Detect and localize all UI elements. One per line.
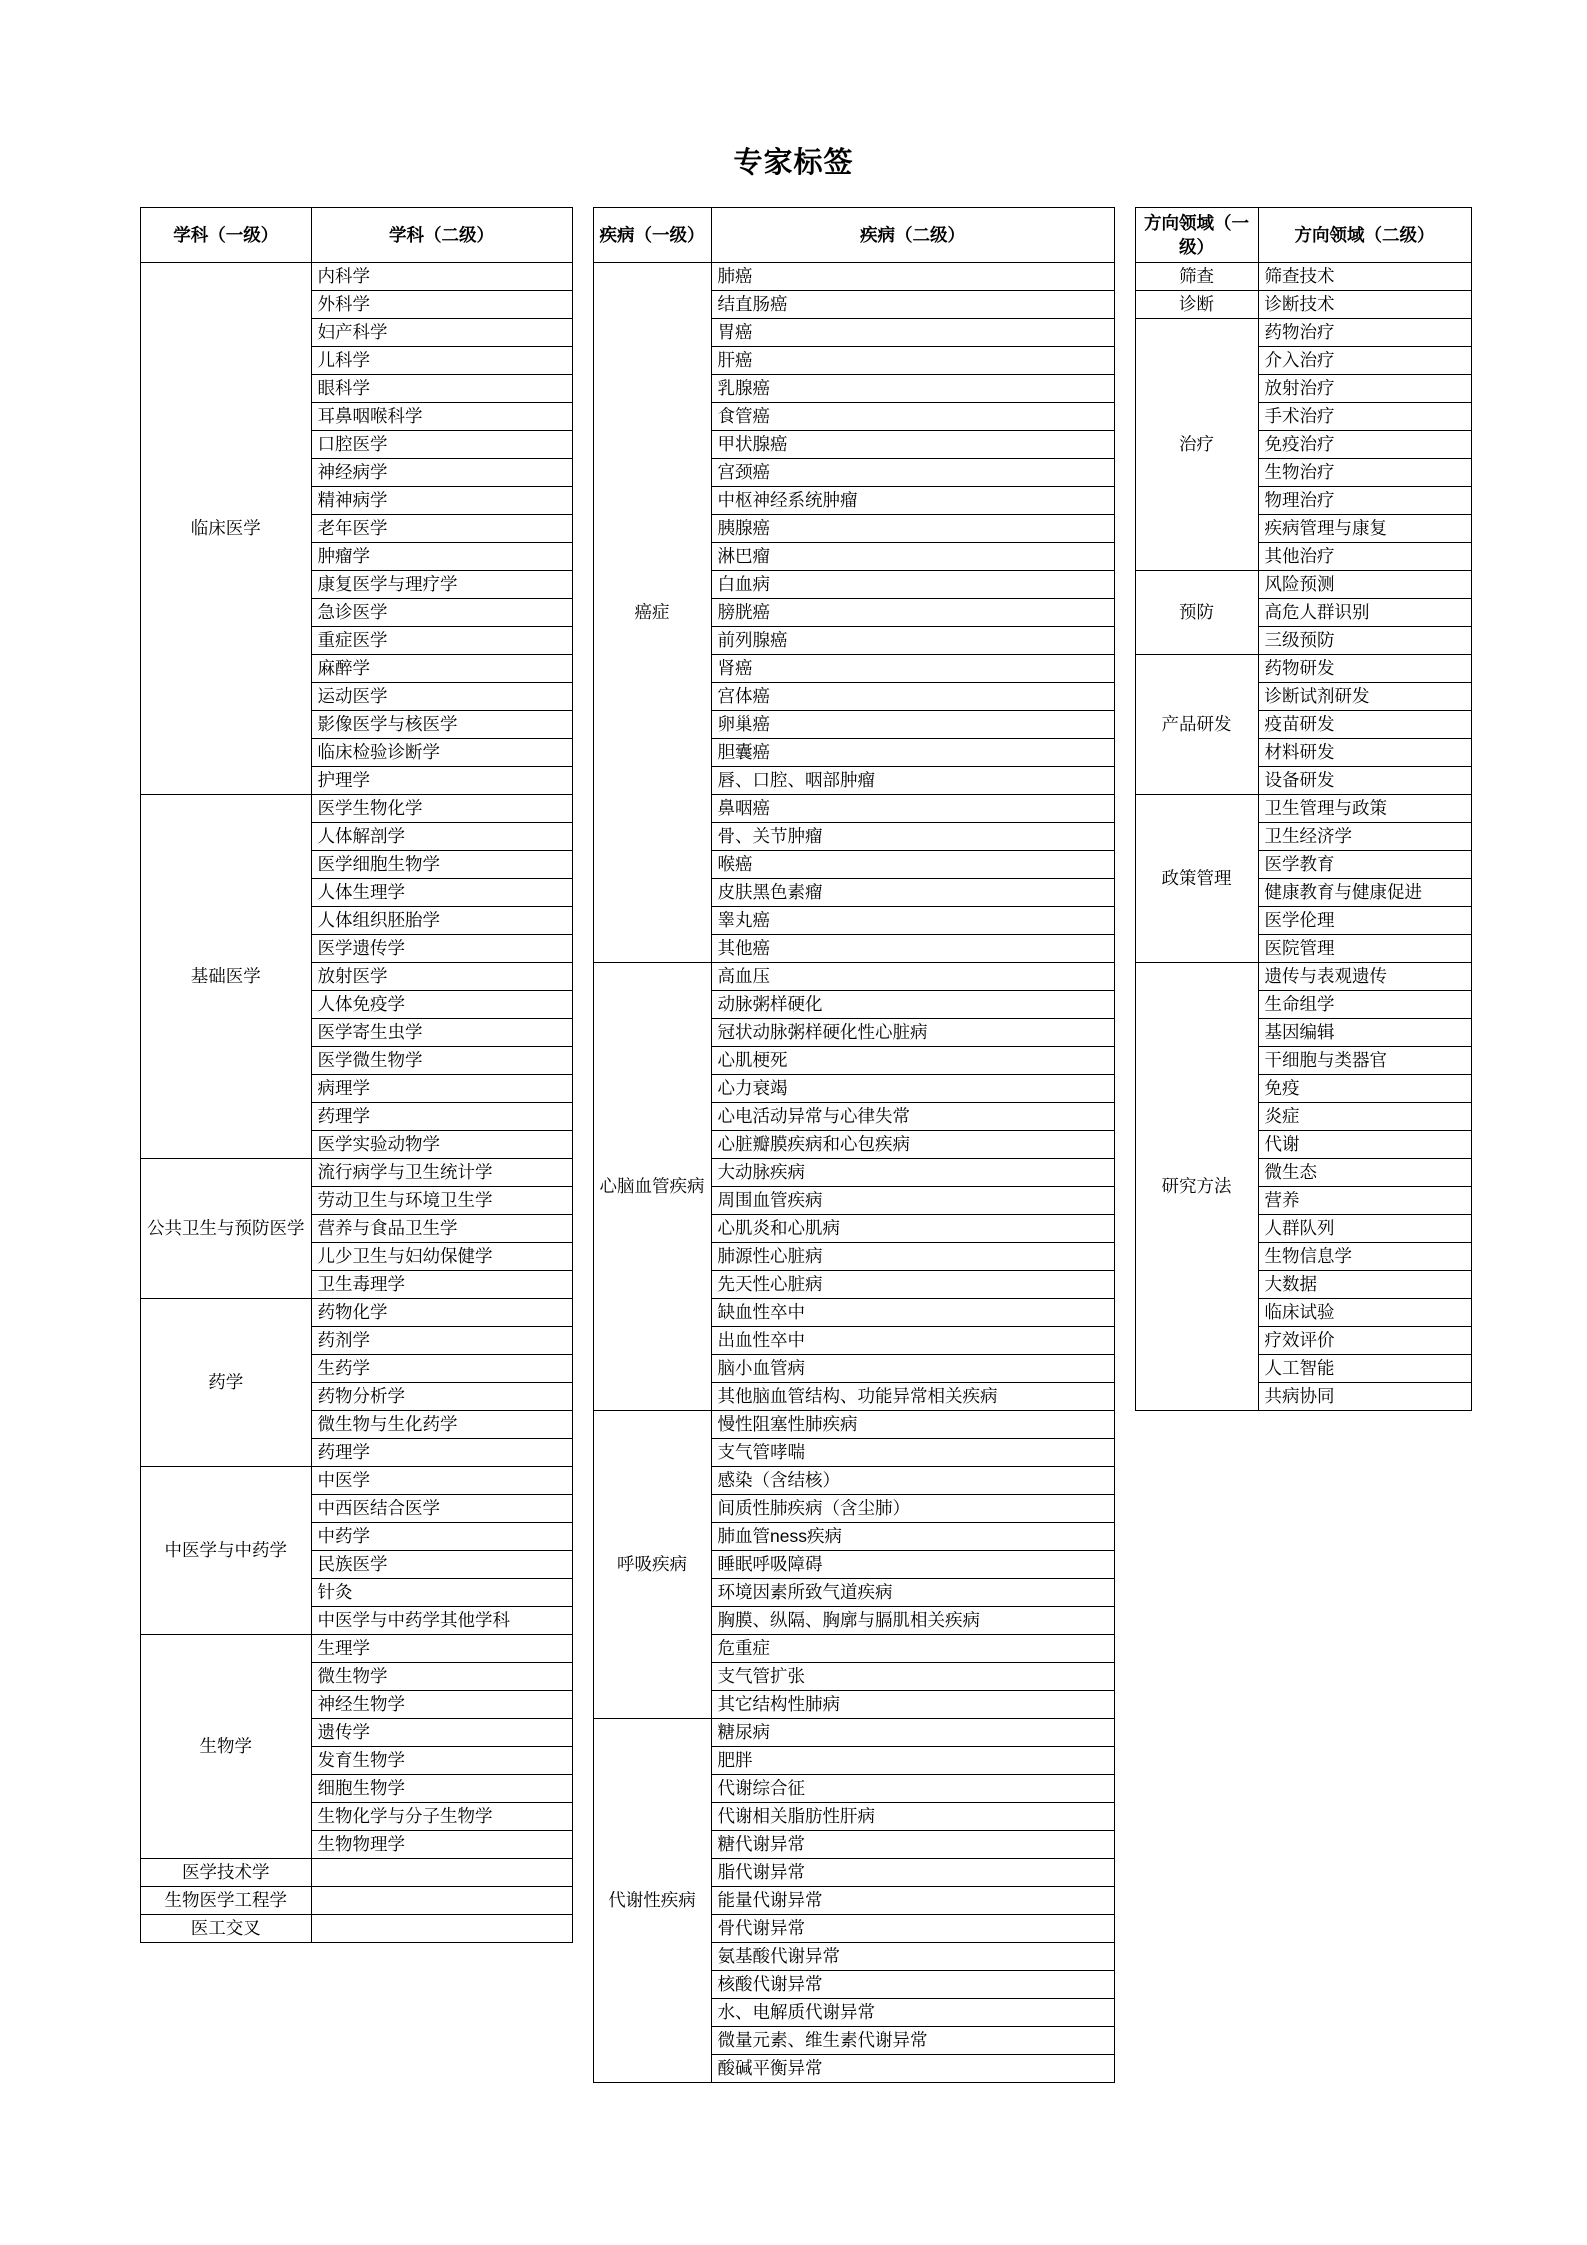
discipline-level2-header: 学科（二级） <box>311 208 572 263</box>
disease-table-body <box>593 263 1114 2083</box>
table-row <box>593 963 1114 991</box>
table-row <box>141 263 573 291</box>
discipline-item-cell: 精神病学 <box>311 487 572 515</box>
field-item-cell: 医学伦理 <box>1258 907 1471 935</box>
field-item-cell: 免疫 <box>1258 1075 1471 1103</box>
disease-category-cell: 呼吸疾病 <box>593 1411 711 1719</box>
field-item-cell: 放射治疗 <box>1258 375 1471 403</box>
discipline-category-cell: 医工交叉 <box>141 1915 312 1943</box>
discipline-item-cell: 遗传学 <box>311 1719 572 1747</box>
disease-item-cell: 中枢神经系统肿瘤 <box>711 487 1114 515</box>
discipline-item-cell: 运动医学 <box>311 683 572 711</box>
disease-item-cell: 核酸代谢异常 <box>711 1971 1114 1999</box>
discipline-item-cell: 急诊医学 <box>311 599 572 627</box>
disease-item-cell: 甲状腺癌 <box>711 431 1114 459</box>
discipline-item-cell <box>311 1859 572 1887</box>
discipline-item-cell: 康复医学与理疗学 <box>311 571 572 599</box>
table-row <box>1135 291 1471 319</box>
discipline-table-body <box>141 263 573 1943</box>
table-row <box>141 1159 573 1187</box>
disease-item-cell: 氨基酸代谢异常 <box>711 1943 1114 1971</box>
discipline-item-cell: 儿科学 <box>311 347 572 375</box>
table-row <box>1135 571 1471 599</box>
field-item-cell: 基因编辑 <box>1258 1019 1471 1047</box>
disease-item-cell: 骨、关节肿瘤 <box>711 823 1114 851</box>
discipline-item-cell: 生药学 <box>311 1355 572 1383</box>
discipline-item-cell: 中医学与中药学其他学科 <box>311 1607 572 1635</box>
disease-item-cell: 大动脉疾病 <box>711 1159 1114 1187</box>
table-header-row <box>1135 208 1471 263</box>
disease-item-cell: 酸碱平衡异常 <box>711 2055 1114 2083</box>
discipline-item-cell: 临床检验诊断学 <box>311 739 572 767</box>
field-item-cell: 干细胞与类器官 <box>1258 1047 1471 1075</box>
field-item-cell: 临床试验 <box>1258 1299 1471 1327</box>
disease-item-cell: 结直肠癌 <box>711 291 1114 319</box>
discipline-item-cell: 生物物理学 <box>311 1831 572 1859</box>
field-item-cell: 卫生经济学 <box>1258 823 1471 851</box>
disease-item-cell: 脑小血管病 <box>711 1355 1114 1383</box>
discipline-item-cell: 发育生物学 <box>311 1747 572 1775</box>
discipline-item-cell: 耳鼻咽喉科学 <box>311 403 572 431</box>
discipline-category-cell: 中医学与中药学 <box>141 1467 312 1635</box>
discipline-item-cell <box>311 1915 572 1943</box>
disease-item-cell: 睾丸癌 <box>711 907 1114 935</box>
discipline-item-cell: 口腔医学 <box>311 431 572 459</box>
field-item-cell: 大数据 <box>1258 1271 1471 1299</box>
field-item-cell: 免疫治疗 <box>1258 431 1471 459</box>
table-row <box>593 1411 1114 1439</box>
disease-item-cell: 肾癌 <box>711 655 1114 683</box>
disease-item-cell: 胃癌 <box>711 319 1114 347</box>
disease-item-cell: 膀胱癌 <box>711 599 1114 627</box>
field-item-cell: 设备研发 <box>1258 767 1471 795</box>
disease-item-cell: 唇、口腔、咽部肿瘤 <box>711 767 1114 795</box>
discipline-item-cell: 病理学 <box>311 1075 572 1103</box>
discipline-item-cell: 医学微生物学 <box>311 1047 572 1075</box>
field-item-cell: 遗传与表观遗传 <box>1258 963 1471 991</box>
field-item-cell: 医学教育 <box>1258 851 1471 879</box>
discipline-item-cell: 微生物学 <box>311 1663 572 1691</box>
disease-item-cell: 心电活动异常与心律失常 <box>711 1103 1114 1131</box>
field-item-cell: 材料研发 <box>1258 739 1471 767</box>
field-item-cell: 三级预防 <box>1258 627 1471 655</box>
disease-item-cell: 心肌炎和心肌病 <box>711 1215 1114 1243</box>
disease-item-cell: 先天性心脏病 <box>711 1271 1114 1299</box>
field-item-cell: 营养 <box>1258 1187 1471 1215</box>
discipline-item-cell: 外科学 <box>311 291 572 319</box>
field-item-cell: 共病协同 <box>1258 1383 1471 1411</box>
disease-item-cell: 缺血性卒中 <box>711 1299 1114 1327</box>
table-row <box>141 1299 573 1327</box>
discipline-item-cell: 医学遗传学 <box>311 935 572 963</box>
discipline-item-cell: 重症医学 <box>311 627 572 655</box>
discipline-item-cell: 劳动卫生与环境卫生学 <box>311 1187 572 1215</box>
field-item-cell: 疾病管理与康复 <box>1258 515 1471 543</box>
discipline-category-cell: 基础医学 <box>141 795 312 1159</box>
table-row <box>593 263 1114 291</box>
field-table-body <box>1135 263 1471 1411</box>
disease-item-cell: 肺血管ness疾病 <box>711 1523 1114 1551</box>
discipline-item-cell: 神经生物学 <box>311 1691 572 1719</box>
field-item-cell: 代谢 <box>1258 1131 1471 1159</box>
discipline-item-cell: 生理学 <box>311 1635 572 1663</box>
field-item-cell: 药物治疗 <box>1258 319 1471 347</box>
disease-item-cell: 高血压 <box>711 963 1114 991</box>
disease-item-cell: 前列腺癌 <box>711 627 1114 655</box>
disease-level2-header: 疾病（二级） <box>711 208 1114 263</box>
disease-item-cell: 白血病 <box>711 571 1114 599</box>
discipline-item-cell: 细胞生物学 <box>311 1775 572 1803</box>
field-item-cell: 医院管理 <box>1258 935 1471 963</box>
field-category-cell: 产品研发 <box>1135 655 1258 795</box>
discipline-item-cell: 微生物与生化药学 <box>311 1411 572 1439</box>
disease-item-cell: 宫颈癌 <box>711 459 1114 487</box>
table-row <box>1135 319 1471 347</box>
field-item-cell: 微生态 <box>1258 1159 1471 1187</box>
field-level1-header: 方向领域（一级） <box>1135 208 1258 263</box>
discipline-item-cell: 针灸 <box>311 1579 572 1607</box>
field-item-cell: 炎症 <box>1258 1103 1471 1131</box>
discipline-category-cell: 医学技术学 <box>141 1859 312 1887</box>
disease-item-cell: 鼻咽癌 <box>711 795 1114 823</box>
discipline-item-cell: 药物分析学 <box>311 1383 572 1411</box>
disease-item-cell: 心肌梗死 <box>711 1047 1114 1075</box>
discipline-item-cell: 中医学 <box>311 1467 572 1495</box>
table-row <box>141 795 573 823</box>
disease-item-cell: 其他癌 <box>711 935 1114 963</box>
discipline-item-cell: 医学细胞生物学 <box>311 851 572 879</box>
disease-item-cell: 其它结构性肺病 <box>711 1691 1114 1719</box>
discipline-item-cell: 药剂学 <box>311 1327 572 1355</box>
field-category-cell: 诊断 <box>1135 291 1258 319</box>
disease-item-cell: 卵巢癌 <box>711 711 1114 739</box>
table-row <box>141 1635 573 1663</box>
discipline-table <box>140 207 573 1943</box>
disease-item-cell: 胆囊癌 <box>711 739 1114 767</box>
discipline-item-cell: 医学生物化学 <box>311 795 572 823</box>
disease-item-cell: 肝癌 <box>711 347 1114 375</box>
discipline-item-cell: 卫生毒理学 <box>311 1271 572 1299</box>
discipline-item-cell: 放射医学 <box>311 963 572 991</box>
disease-item-cell: 肺癌 <box>711 263 1114 291</box>
table-row <box>141 1915 573 1943</box>
field-category-cell: 治疗 <box>1135 319 1258 571</box>
field-category-cell: 政策管理 <box>1135 795 1258 963</box>
disease-item-cell: 心脏瓣膜疾病和心包疾病 <box>711 1131 1114 1159</box>
disease-item-cell: 间质性肺疾病（含尘肺） <box>711 1495 1114 1523</box>
disease-item-cell: 肺源性心脏病 <box>711 1243 1114 1271</box>
page-title: 专家标签 <box>733 147 854 179</box>
disease-item-cell: 食管癌 <box>711 403 1114 431</box>
field-item-cell: 生物信息学 <box>1258 1243 1471 1271</box>
field-item-cell: 筛查技术 <box>1258 263 1471 291</box>
discipline-item-cell: 医学实验动物学 <box>311 1131 572 1159</box>
table-row <box>141 1859 573 1887</box>
disease-item-cell: 其他脑血管结构、功能异常相关疾病 <box>711 1383 1114 1411</box>
discipline-category-cell: 药学 <box>141 1299 312 1467</box>
disease-item-cell: 代谢综合征 <box>711 1775 1114 1803</box>
discipline-item-cell: 民族医学 <box>311 1551 572 1579</box>
disease-level1-header: 疾病（一级） <box>593 208 711 263</box>
field-table <box>1135 207 1472 1411</box>
discipline-item-cell: 中药学 <box>311 1523 572 1551</box>
disease-item-cell: 慢性阻塞性肺疾病 <box>711 1411 1114 1439</box>
table-row <box>1135 963 1471 991</box>
disease-item-cell: 皮肤黑色素瘤 <box>711 879 1114 907</box>
field-item-cell: 疫苗研发 <box>1258 711 1471 739</box>
disease-item-cell: 代谢相关脂肪性肝病 <box>711 1803 1114 1831</box>
disease-item-cell: 淋巴瘤 <box>711 543 1114 571</box>
discipline-item-cell: 中西医结合医学 <box>311 1495 572 1523</box>
discipline-item-cell: 儿少卫生与妇幼保健学 <box>311 1243 572 1271</box>
tables-container <box>0 207 1587 2083</box>
discipline-item-cell: 营养与食品卫生学 <box>311 1215 572 1243</box>
disease-item-cell: 微量元素、维生素代谢异常 <box>711 2027 1114 2055</box>
disease-table <box>593 207 1115 2083</box>
discipline-item-cell <box>311 1887 572 1915</box>
discipline-item-cell: 人体解剖学 <box>311 823 572 851</box>
discipline-item-cell: 人体生理学 <box>311 879 572 907</box>
table-row <box>141 1887 573 1915</box>
disease-item-cell: 骨代谢异常 <box>711 1915 1114 1943</box>
discipline-category-cell: 生物学 <box>141 1635 312 1859</box>
disease-category-cell: 代谢性疾病 <box>593 1719 711 2083</box>
field-item-cell: 生物治疗 <box>1258 459 1471 487</box>
discipline-item-cell: 妇产科学 <box>311 319 572 347</box>
discipline-item-cell: 人体免疫学 <box>311 991 572 1019</box>
field-item-cell: 健康教育与健康促进 <box>1258 879 1471 907</box>
field-item-cell: 风险预测 <box>1258 571 1471 599</box>
disease-item-cell: 糖代谢异常 <box>711 1831 1114 1859</box>
disease-item-cell: 宫体癌 <box>711 683 1114 711</box>
discipline-item-cell: 护理学 <box>311 767 572 795</box>
disease-item-cell: 能量代谢异常 <box>711 1887 1114 1915</box>
disease-item-cell: 支气管扩张 <box>711 1663 1114 1691</box>
discipline-item-cell: 医学寄生虫学 <box>311 1019 572 1047</box>
disease-item-cell: 水、电解质代谢异常 <box>711 1999 1114 2027</box>
table-header-row <box>141 208 573 263</box>
field-item-cell: 诊断试剂研发 <box>1258 683 1471 711</box>
disease-item-cell: 胰腺癌 <box>711 515 1114 543</box>
discipline-category-cell: 公共卫生与预防医学 <box>141 1159 312 1299</box>
discipline-item-cell: 肿瘤学 <box>311 543 572 571</box>
disease-item-cell: 乳腺癌 <box>711 375 1114 403</box>
field-item-cell: 其他治疗 <box>1258 543 1471 571</box>
field-item-cell: 手术治疗 <box>1258 403 1471 431</box>
discipline-item-cell: 神经病学 <box>311 459 572 487</box>
discipline-item-cell: 药理学 <box>311 1439 572 1467</box>
disease-item-cell: 危重症 <box>711 1635 1114 1663</box>
field-category-cell: 筛查 <box>1135 263 1258 291</box>
field-item-cell: 介入治疗 <box>1258 347 1471 375</box>
discipline-item-cell: 流行病学与卫生统计学 <box>311 1159 572 1187</box>
disease-category-cell: 心脑血管疾病 <box>593 963 711 1411</box>
field-item-cell: 高危人群识别 <box>1258 599 1471 627</box>
field-item-cell: 疗效评价 <box>1258 1327 1471 1355</box>
discipline-item-cell: 人体组织胚胎学 <box>311 907 572 935</box>
disease-item-cell: 支气管哮喘 <box>711 1439 1114 1467</box>
field-item-cell: 诊断技术 <box>1258 291 1471 319</box>
table-row <box>1135 655 1471 683</box>
disease-item-cell: 肥胖 <box>711 1747 1114 1775</box>
discipline-item-cell: 麻醉学 <box>311 655 572 683</box>
table-row <box>1135 263 1471 291</box>
field-level2-header: 方向领域（二级） <box>1258 208 1471 263</box>
table-row <box>593 1719 1114 1747</box>
disease-item-cell: 感染（含结核） <box>711 1467 1114 1495</box>
disease-item-cell: 睡眠呼吸障碍 <box>711 1551 1114 1579</box>
disease-category-cell: 癌症 <box>593 263 711 963</box>
disease-item-cell: 出血性卒中 <box>711 1327 1114 1355</box>
disease-item-cell: 环境因素所致气道疾病 <box>711 1579 1114 1607</box>
disease-item-cell: 脂代谢异常 <box>711 1859 1114 1887</box>
field-item-cell: 卫生管理与政策 <box>1258 795 1471 823</box>
field-category-cell: 预防 <box>1135 571 1258 655</box>
discipline-item-cell: 影像医学与核医学 <box>311 711 572 739</box>
discipline-category-cell: 生物医学工程学 <box>141 1887 312 1915</box>
field-item-cell: 人工智能 <box>1258 1355 1471 1383</box>
table-header-row <box>593 208 1114 263</box>
discipline-item-cell: 药理学 <box>311 1103 572 1131</box>
discipline-item-cell: 内科学 <box>311 263 572 291</box>
discipline-item-cell: 老年医学 <box>311 515 572 543</box>
table-row <box>1135 795 1471 823</box>
field-item-cell: 药物研发 <box>1258 655 1471 683</box>
discipline-item-cell: 眼科学 <box>311 375 572 403</box>
field-category-cell: 研究方法 <box>1135 963 1258 1411</box>
discipline-level1-header: 学科（一级） <box>141 208 312 263</box>
disease-item-cell: 冠状动脉粥样硬化性心脏病 <box>711 1019 1114 1047</box>
field-item-cell: 生命组学 <box>1258 991 1471 1019</box>
table-row <box>141 1467 573 1495</box>
discipline-item-cell: 药物化学 <box>311 1299 572 1327</box>
disease-item-cell: 动脉粥样硬化 <box>711 991 1114 1019</box>
disease-item-cell: 喉癌 <box>711 851 1114 879</box>
disease-item-cell: 周围血管疾病 <box>711 1187 1114 1215</box>
field-item-cell: 人群队列 <box>1258 1215 1471 1243</box>
disease-item-cell: 糖尿病 <box>711 1719 1114 1747</box>
disease-item-cell: 心力衰竭 <box>711 1075 1114 1103</box>
discipline-category-cell: 临床医学 <box>141 263 312 795</box>
field-item-cell: 物理治疗 <box>1258 487 1471 515</box>
discipline-item-cell: 生物化学与分子生物学 <box>311 1803 572 1831</box>
disease-item-cell: 胸膜、纵隔、胸廓与膈肌相关疾病 <box>711 1607 1114 1635</box>
